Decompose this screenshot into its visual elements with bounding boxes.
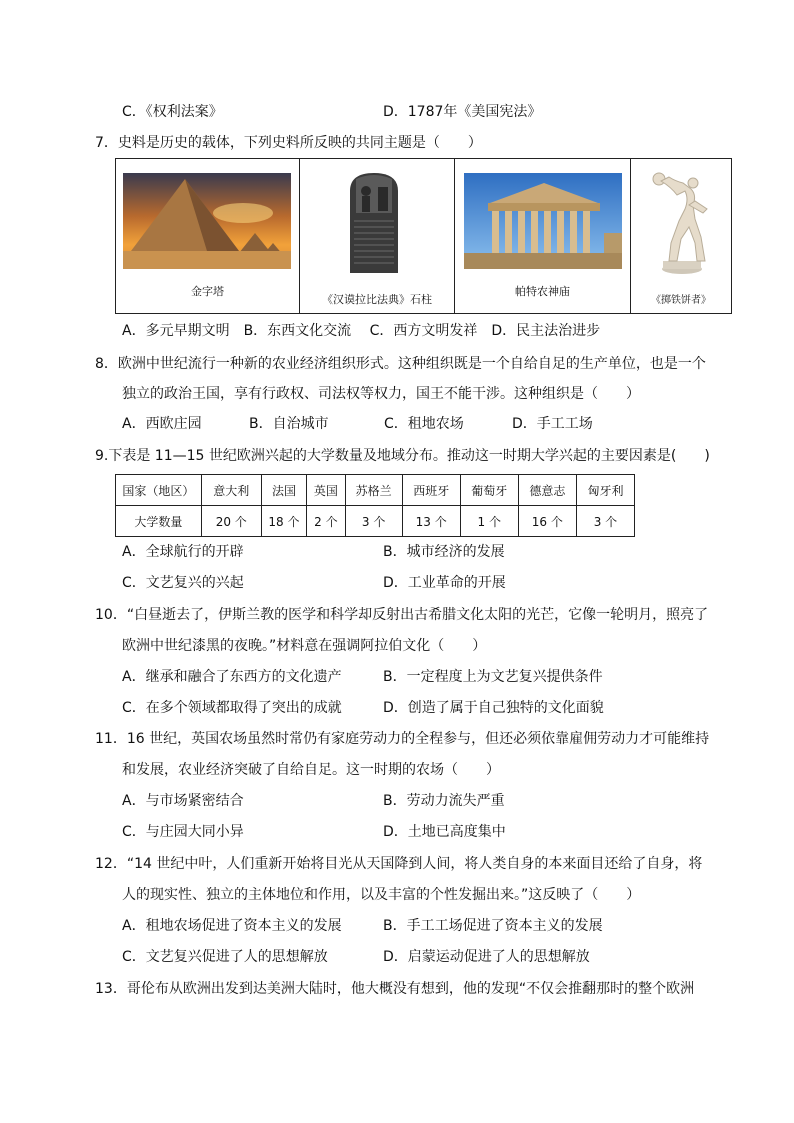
q9-option-b: B．城市经济的发展 [383,544,505,560]
table-header-cell: 苏格兰 [345,475,402,506]
pyramid-photo [123,173,291,269]
q11-option-b: B．劳动力流失严重 [383,793,505,809]
q12-option-a: A．租地农场促进了资本主义的发展 [122,918,342,934]
q11-line1: 11．16 世纪，英国农场虽然时常仍有家庭劳动力的全程参与，但还必须依靠雇佣劳动力才可能维持 [95,731,710,747]
q7-image-table [115,158,732,314]
table-header-cell: 意大利 [201,475,261,506]
parthenon-photo [464,173,622,269]
table-header-row [116,475,635,506]
q11-line2: 和发展，农业经济突破了自给自足。这一时期的农场（ ） [122,762,500,778]
table-cell: 20 个 [201,506,261,537]
q7-stem: 7．史料是历史的载体，下列史料所反映的共同主题是（ ） [95,135,482,151]
q12-option-b: B．手工工场促进了资本主义的发展 [383,918,603,934]
q8-option-d: D．手工工场 [512,416,593,432]
table-cell: 2 个 [307,506,345,537]
q9-option-a: A．全球航行的开辟 [122,544,244,560]
q11-option-a: A．与市场紧密结合 [122,793,244,809]
q10-option-a: A．继承和融合了东西方的文化遗产 [122,669,342,685]
q11-option-c: C．与庄园大同小异 [122,824,244,840]
q7-caption-1: 金字塔 [191,285,224,298]
q8-line1: 8．欧洲中世纪流行一种新的农业经济组织形式。这种组织既是一个自给自足的生产单位，也是一个 [95,356,706,372]
q6-option-d: D．1787年《美国宪法》 [383,104,542,120]
table-row [116,506,635,537]
q9-university-table [115,474,635,537]
q7-image-cell [630,159,731,313]
discobolus-photo [649,165,715,277]
table-cell: 13 个 [402,506,460,537]
table-cell: 16 个 [518,506,576,537]
q10-option-b: B．一定程度上为文艺复兴提供条件 [383,669,603,685]
q7-caption-2: 《汉谟拉比法典》石柱 [322,293,432,306]
q8-line2: 独立的政治王国，享有行政权、司法权等权力，国王不能干涉。这种组织是（ ） [122,386,640,402]
q7-caption-3: 帕特农神庙 [515,285,570,298]
q12-option-d: D．启蒙运动促进了人的思想解放 [383,949,590,965]
q7-image-cell [454,159,630,313]
table-header-cell: 匈牙利 [576,475,634,506]
table-header-cell: 法国 [261,475,306,506]
q11-option-d: D．土地已高度集中 [383,824,506,840]
table-header-cell: 德意志 [518,475,576,506]
stele-photo [332,169,416,277]
q10-line1: 10．“白昼逝去了，伊斯兰教的医学和科学却反射出古希腊文化太阳的光芒，它像一轮明月，照亮了 [95,607,709,623]
table-cell: 3 个 [345,506,402,537]
q8-option-b: B．自治城市 [249,416,329,432]
table-header-cell: 葡萄牙 [460,475,518,506]
table-cell: 大学数量 [116,506,202,537]
table-header-cell: 国家（地区） [116,475,202,506]
table-header-cell: 西班牙 [402,475,460,506]
q8-option-a: A．西欧庄园 [122,416,202,432]
q12-option-c: C．文艺复兴促进了人的思想解放 [122,949,328,965]
q10-line2: 欧洲中世纪漆黑的夜晚。”材料意在强调阿拉伯文化（ ） [122,638,487,654]
q8-option-c: C．租地农场 [384,416,464,432]
q13-line1: 13．哥伦布从欧洲出发到达美洲大陆时，他大概没有想到，他的发现“不仅会推翻那时的整个欧洲 [95,981,695,997]
table-header-cell: 英国 [307,475,345,506]
q9-option-d: D．工业革命的开展 [383,575,506,591]
table-cell: 18 个 [261,506,306,537]
table-cell: 3 个 [576,506,634,537]
q9-option-c: C．文艺复兴的兴起 [122,575,244,591]
q12-line2: 人的现实性、独立的主体地位和作用，以及丰富的个性发掘出来。”这反映了（ ） [122,887,641,903]
q12-line1: 12．“14 世纪中叶，人们重新开始将目光从天国降到人间，将人类自身的本来面目还给了自身，将 [95,856,703,872]
table-cell: 1 个 [460,506,518,537]
q10-option-d: D．创造了属于自己独特的文化面貌 [383,700,604,716]
q9-stem: 9.下表是 11—15 世纪欧洲兴起的大学数量及地域分布。推动这一时期大学兴起的主要因素是( ) [95,448,710,464]
q7-caption-4: 《掷铁饼者》 [651,295,711,306]
q7-image-cell [116,159,299,313]
q6-option-c: C．《权利法案》 [122,104,223,120]
q7-image-cell [299,159,454,313]
q7-options: A．多元早期文明 B．东西文化交流 C．西方文明发祥 D．民主法治进步 [122,323,601,339]
q10-option-c: C．在多个领域都取得了突出的成就 [122,700,342,716]
